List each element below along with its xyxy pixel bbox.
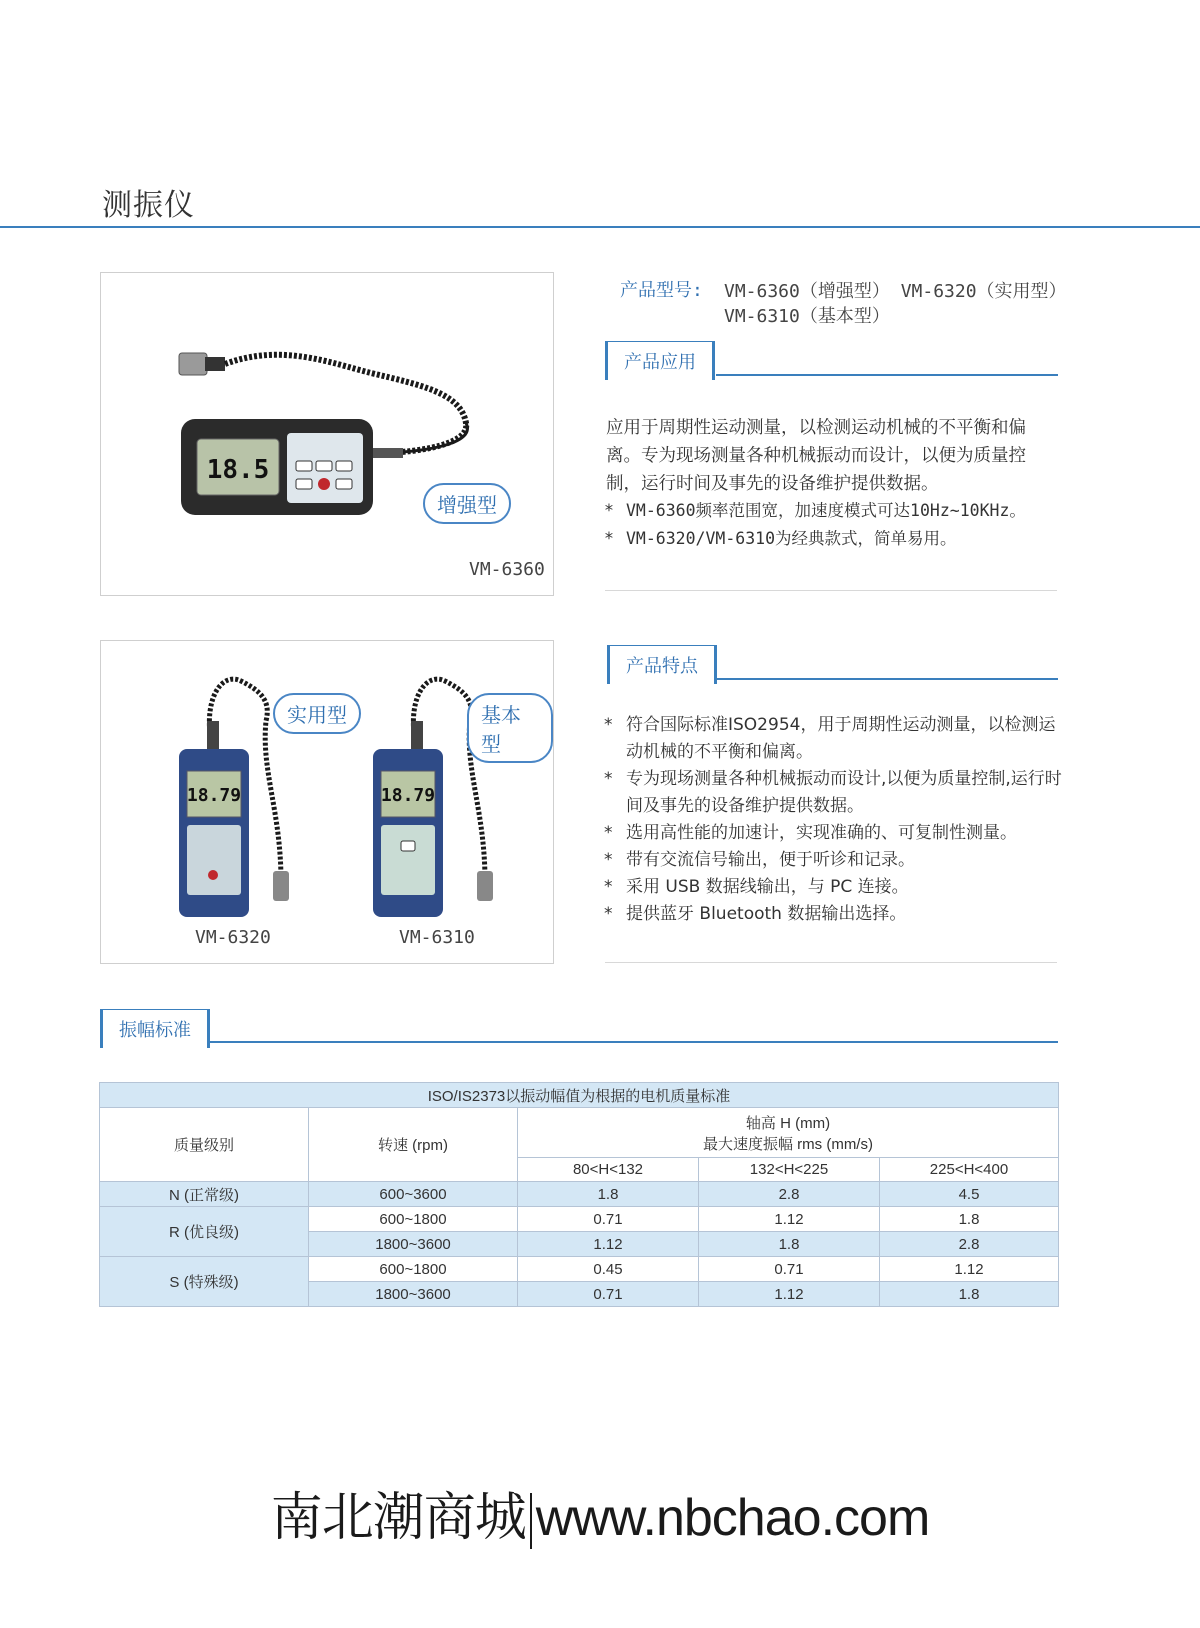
value-cell: 0.71	[518, 1282, 699, 1307]
value-cell: 1.8	[518, 1182, 699, 1207]
value-cell: 1.8	[880, 1282, 1059, 1307]
grade-cell: S (特殊级)	[100, 1257, 309, 1307]
model-bubble-practical: 实用型	[273, 693, 361, 734]
grade-cell: N (正常级)	[100, 1182, 309, 1207]
header-shaft-height-line2: 最大速度振幅 rms (mm/s)	[703, 1135, 873, 1153]
table-title: ISO/IS2373以振动幅值为根据的电机质量标准	[100, 1083, 1059, 1108]
value-cell: 2.8	[699, 1182, 880, 1207]
value-cell: 1.12	[518, 1232, 699, 1257]
section-heading-standard: 振幅标准	[100, 1009, 210, 1048]
header-shaft-height-line1: 轴高 H (mm)	[745, 1114, 831, 1132]
feature-bullet: * 提供蓝牙 Bluetooth 数据输出选择。	[604, 901, 1064, 928]
section-rule-application	[716, 374, 1058, 376]
application-bullets	[604, 497, 1064, 553]
speed-cell: 600~3600	[309, 1182, 518, 1207]
value-cell: 1.12	[880, 1257, 1059, 1282]
model-bubble-enhanced: 增强型	[423, 483, 511, 524]
application-bullet: * VM-6320/VM-6310为经典款式，简单易用。	[604, 525, 1064, 553]
section-rule-features	[716, 678, 1058, 680]
table-row	[100, 1207, 1059, 1232]
vibration-standard-table	[99, 1082, 1059, 1307]
application-paragraph: 应用于周期性运动测量，以检测运动机械的不平衡和偏离。专为现场测量各种机械振动而设计，以便为质量控制，运行时间及事先的设备维护提供数据。	[606, 418, 1026, 494]
value-cell: 0.71	[518, 1207, 699, 1232]
value-cell: 0.71	[699, 1257, 880, 1282]
section-heading-features: 产品特点	[607, 645, 717, 684]
value-cell: 1.8	[699, 1232, 880, 1257]
footer-separator	[530, 1493, 532, 1549]
section-heading-application: 产品应用	[605, 341, 715, 380]
model-list-line2: VM-6310（基本型）	[724, 306, 890, 327]
header-range: 132<H<225	[699, 1158, 880, 1182]
vibration-meter-vm6360-drawing	[101, 273, 553, 595]
feature-bullet: * 带有交流信号输出，便于听诊和记录。	[604, 847, 1064, 874]
photo-caption-vm6320: VM-6320	[195, 927, 271, 948]
value-cell: 1.12	[699, 1207, 880, 1232]
header-range: 225<H<400	[880, 1158, 1059, 1182]
model-label: 产品型号:	[620, 280, 703, 301]
header-shaft-height	[518, 1108, 1059, 1158]
value-cell: 1.8	[880, 1207, 1059, 1232]
section-divider	[605, 590, 1057, 591]
value-cell: 0.45	[518, 1257, 699, 1282]
value-cell: 2.8	[880, 1232, 1059, 1257]
footer-url: www.nbchao.com	[535, 1489, 930, 1547]
speed-cell: 1800~3600	[309, 1232, 518, 1257]
footer-brand: 南北潮商城	[270, 1489, 526, 1547]
page-title: 测振仪	[102, 188, 195, 223]
value-cell: 4.5	[880, 1182, 1059, 1207]
footer-watermark	[0, 1475, 1200, 1550]
lcd-reading-right: 18.79	[380, 785, 436, 806]
title-divider	[0, 226, 1200, 228]
feature-bullet: * 符合国际标准ISO2954，用于周期性运动测量，以检测运动机械的不平衡和偏离。	[604, 712, 1064, 766]
section-rule-standard	[210, 1041, 1058, 1043]
speed-cell: 1800~3600	[309, 1282, 518, 1307]
model-bubble-basic: 基本型	[467, 693, 553, 763]
features-bullets	[604, 712, 1064, 928]
section-divider	[605, 962, 1057, 963]
header-grade: 质量级别	[100, 1108, 309, 1182]
feature-bullet: * 专为现场测量各种机械振动而设计,以便为质量控制,运行时间及事先的设备维护提供数据。	[604, 766, 1064, 820]
lcd-reading: 18.5	[206, 455, 270, 485]
model-list-line1: VM-6360（增强型） VM-6320（实用型）	[724, 281, 1067, 302]
speed-cell: 600~1800	[309, 1207, 518, 1232]
feature-bullet: * 采用 USB 数据线输出，与 PC 连接。	[604, 874, 1064, 901]
product-photo-vm6360	[100, 272, 554, 596]
header-range: 80<H<132	[518, 1158, 699, 1182]
application-bullet: * VM-6360频率范围宽，加速度模式可达10Hz~10KHz。	[604, 497, 1064, 525]
vibration-meter-pair-drawing	[101, 641, 553, 963]
photo-caption-vm6310: VM-6310	[399, 927, 475, 948]
feature-bullet: * 选用高性能的加速计，实现准确的、可复制性测量。	[604, 820, 1064, 847]
table-row	[100, 1182, 1059, 1207]
grade-cell: R (优良级)	[100, 1207, 309, 1257]
table-row	[100, 1257, 1059, 1282]
photo-caption-vm6360: VM-6360	[469, 559, 545, 580]
header-speed: 转速 (rpm)	[309, 1108, 518, 1182]
speed-cell: 600~1800	[309, 1257, 518, 1282]
lcd-reading-left: 18.79	[186, 785, 242, 806]
value-cell: 1.12	[699, 1282, 880, 1307]
product-photo-vm6320-vm6310	[100, 640, 554, 964]
